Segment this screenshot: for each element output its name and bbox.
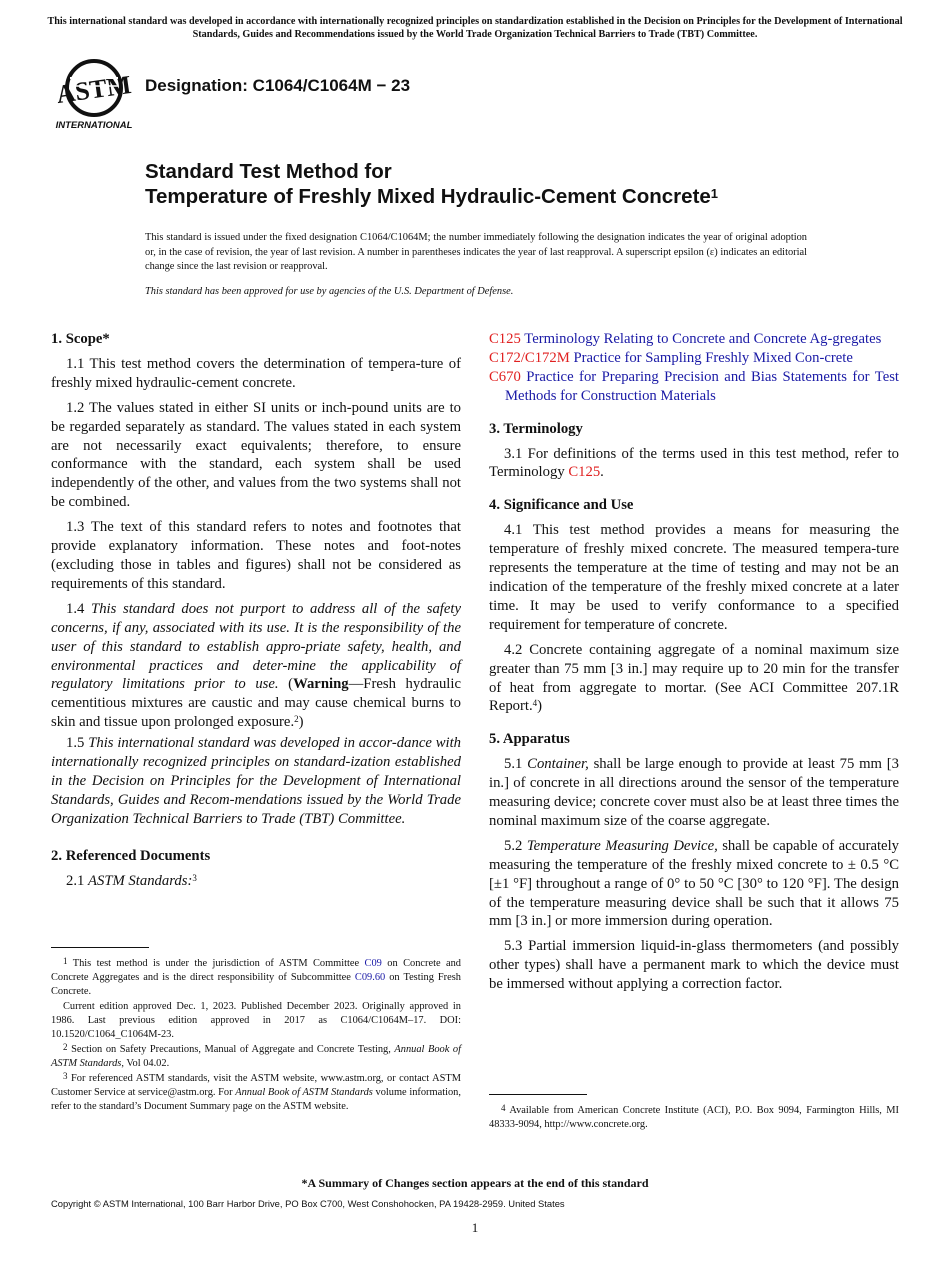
ref-item[interactable]	[473, 368, 899, 406]
footnote-2-mark: 2	[63, 1042, 68, 1052]
footnote-3	[51, 1072, 461, 1114]
para-5-1-num: 5.1	[504, 756, 528, 773]
warning-label: Warning	[293, 676, 349, 693]
warning-text: —Fresh hydraulic cementitious mixtures are caustic and may cause chemical burns to skin and tissue upon prolonged exposure.	[51, 676, 461, 731]
para-1-2: 1.2 The values stated in either SI units or inch-pound units are to be regarded separately as standard. The values stated in each system are not necessarily exact equivalents; therefore, to ensure conformance with the standard, each system shall be used independently of the other, and values from the two systems shall not be combined.	[51, 399, 461, 511]
footnote-2-text-b: , Vol 04.02.	[121, 1058, 170, 1069]
section-2-heading: 2. Referenced Documents	[51, 847, 211, 864]
footnote-2-text-a: Section on Safety Precautions, Manual of Aggregate and Concrete Testing,	[71, 1044, 395, 1055]
designation-label: Designation: C1064/C1064M	[145, 76, 372, 95]
para-3-1-end: .	[600, 464, 604, 481]
para-2-1-num: 2.1	[66, 872, 89, 889]
designation	[145, 76, 410, 96]
footnote-1-text-c: on Testing Fresh Concrete.	[51, 972, 461, 997]
section-5-heading: 5. Apparatus	[489, 731, 570, 748]
footnote-1-text-b: on Concrete and Concrete Aggregates and is the direct responsibility of Subcommittee	[51, 958, 461, 983]
ref-code[interactable]: C125	[489, 331, 521, 347]
astm-logo	[52, 56, 136, 132]
issued-statement: This standard is issued under the fixed designation C1064/C1064M; the number immediately following the designation indicates the year of original adoption or, in the case of revision, the year of last revision. A number in parentheses indicates the year of last reapproval. A superscript epsilon (ε) indicates an editorial change since the last revision or reapproval.	[145, 232, 807, 272]
footnote-2	[51, 1043, 461, 1071]
dod-approval: This standard has been approved for use by agencies of the U.S. Department of Defense.	[145, 286, 514, 297]
para-4-2	[489, 641, 899, 717]
ref-item[interactable]	[473, 330, 899, 349]
para-1-4-close: )	[298, 714, 304, 731]
container-term: Container,	[527, 756, 589, 773]
ref-title[interactable]: Terminology Relating to Concrete and Concrete Ag-gregates	[524, 331, 882, 347]
para-3-1	[489, 445, 899, 483]
committee-c09-link[interactable]: C09	[364, 958, 382, 969]
footnote-ref-4: 4	[532, 698, 538, 709]
footnote-1-mark: 1	[63, 956, 68, 966]
page-number: 1	[471, 1220, 479, 1235]
title-line-2: Temperature of Freshly Mixed Hydraulic-Cement Concrete	[145, 185, 711, 208]
para-4-2-end: )	[537, 698, 543, 715]
para-1-4-num: 1.4	[66, 600, 92, 617]
footnote-3-text-b: volume information, refer to the standard’s Document Summary page on the ASTM website.	[51, 1087, 461, 1112]
para-1-1: 1.1 This test method covers the determination of tempera-ture of freshly mixed hydraulic-cement concrete.	[51, 355, 461, 391]
ref-title[interactable]: Practice for Preparing Precision and Bias Statements for Test Methods for Construction Materials	[505, 368, 900, 404]
right-column	[489, 330, 899, 1000]
footnote-ref-3: 3	[192, 872, 197, 883]
para-4-1: 4.1 This test method provides a means for measuring the temperature of freshly mixed concrete. The measured tempera-ture represents the temperature at the time of testing and may not be an indication of the temperature of the freshly mixed concrete at a later time. It may be used to verify conformance to a specified requirement for temperature of concrete.	[489, 522, 899, 633]
footnote-3-italic: Annual Book of ASTM Standards	[235, 1087, 373, 1098]
footnote-1-edition: Current edition approved Dec. 1, 2023. Published December 2023. Originally approved in 1986. Last previous edition approved in 2017 as C1064/C1064M–17. DOI: 10.1520/C1064_C1064M-23.	[51, 1001, 461, 1040]
designation-dash: −	[371, 76, 392, 95]
para-1-4-open: (	[278, 676, 294, 693]
footnotes-left	[51, 957, 461, 1115]
footnote-4-mark: 4	[501, 1103, 506, 1113]
para-5-2-num: 5.2	[504, 837, 527, 854]
para-3-1-text: 3.1 For definitions of the terms used in this test method, refer to Terminology	[489, 445, 899, 481]
ref-code[interactable]: C670	[489, 368, 521, 385]
para-1-3: 1.3 The text of this standard refers to notes and footnotes that provide explanatory information. These notes and foot-notes (excluding those in tables and figures) shall not be considered as requirements of this standard.	[51, 519, 461, 592]
footnote-3-mark: 3	[63, 1071, 68, 1081]
title-footnote-ref: 1	[710, 186, 719, 201]
tbt-notice: This international standard was developed in accordance with internationally recognized principles on standardization established in the Decision on Principles for the Development of International Standards, Guides and Recommendations issued by the World Trade Organization Technical Barriers to Trade (TBT) Committee.	[47, 16, 903, 40]
footnote-4	[489, 1104, 899, 1132]
ref-item[interactable]	[473, 349, 899, 368]
footnote-3-text-a: For referenced ASTM standards, visit the ASTM website, www.astm.org, or contact ASTM Customer Service at service@astm.org. For	[51, 1073, 461, 1098]
para-1-5-num: 1.5	[66, 735, 89, 752]
para-5-2-text: shall be capable of accurately measuring the temperature of the freshly mixed concrete to ± 0.5 °C [±1 °F] throughout a range of 0° to 50 °C [30° to 120 °F]. The design of the temperature measuring device shall be such that it allows 75 mm [3 in.] or more immersion during operation.	[489, 837, 899, 930]
summary-of-changes-note: *A Summary of Changes section appears at the end of this standard	[301, 1176, 649, 1190]
para-5-1	[489, 755, 899, 831]
footnote-rule-right	[489, 1094, 587, 1095]
copyright-line: Copyright © ASTM International, 100 Barr Harbor Drive, PO Box C700, West Conshohocken, PA 19428-2959. United States	[51, 1198, 565, 1209]
para-1-4	[51, 600, 461, 732]
subcommittee-c0960-link[interactable]: C09.60	[354, 972, 386, 983]
document-title	[145, 159, 718, 209]
ref-title[interactable]: Practice for Sampling Freshly Mixed Con-crete	[573, 349, 853, 366]
para-4-2-text: 4.2 Concrete containing aggregate of a nominal maximum size greater than 75 mm [3 in.] may require up to 20 min for the transfer of heat from aggregate to mortar. (See ACI Committee 207.1R Report.	[489, 641, 899, 715]
svg-text:INTERNATIONAL: INTERNATIONAL	[55, 120, 133, 131]
para-5-3: 5.3 Partial immersion liquid-in-glass thermometers (and possibly other types) shall have a permanent mark to which the device must be immersed without applying a correction factor.	[489, 938, 899, 993]
title-line-1: Standard Test Method for	[145, 160, 392, 183]
astm-standards-label: ASTM Standards:	[88, 872, 193, 889]
footnote-1-text-a: This test method is under the jurisdiction of ASTM Committee	[72, 958, 365, 969]
c125-link[interactable]: C125	[568, 464, 601, 481]
section-1-heading: 1. Scope*	[51, 331, 110, 347]
footnotes-right	[489, 1104, 899, 1133]
footnote-rule-left	[51, 947, 149, 948]
section-3-heading: 3. Terminology	[489, 420, 583, 437]
footnote-4-text: Available from American Concrete Institute (ACI), P.O. Box 9094, Farmington Hills, MI 48333-9094, http://www.concrete.org.	[489, 1105, 899, 1130]
para-5-2	[489, 837, 899, 932]
svg-text:ASTM: ASTM	[54, 69, 134, 110]
left-column	[51, 330, 461, 896]
para-1-5-italic: This international standard was developed in accor-dance with internationally recognized principles on standard-ization established in the Decision on Principles for the Development of International Standards, Guides and Recom-mendations issued by the World Trade Organization Technical Barriers to Trade (TBT) Committee.	[51, 735, 461, 827]
section-4-heading: 4. Significance and Use	[489, 497, 634, 514]
para-2-1	[51, 872, 461, 891]
footnote-ref-2: 2	[294, 714, 299, 725]
para-1-5	[51, 734, 461, 829]
para-5-1-text: shall be large enough to provide at least 75 mm [3 in.] of concrete in all directions around the sensor of the temperature measuring device; concrete cover must also be at least three times the nominal maximum size of the coarse aggregate.	[489, 756, 899, 829]
footnote-1	[51, 957, 461, 999]
para-1-4-italic: This standard does not purport to address all of the safety concerns, if any, associated with its use. It is the responsibility of the user of this standard to establish appro-priate safety, health, and environmental practices and deter-mine the applicability of regulatory limitations prior to use.	[51, 600, 462, 693]
ref-code[interactable]: C172/C172M	[489, 349, 570, 366]
footnote-2-italic: Annual Book of ASTM Standards	[51, 1044, 461, 1069]
designation-year: 23	[391, 76, 411, 95]
temp-device-term: Temperature Measuring Device,	[526, 837, 718, 854]
